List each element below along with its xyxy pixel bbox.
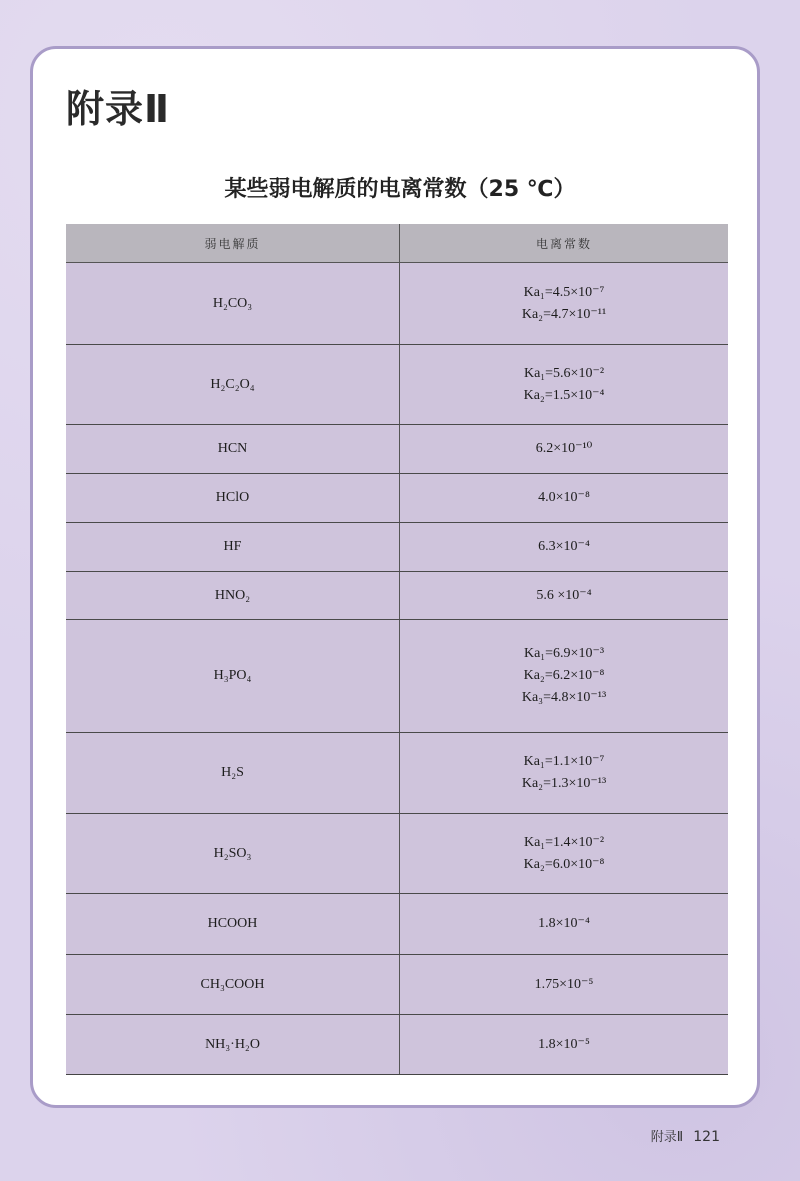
constant-value: Ka₁=5.6×10⁻² [523, 365, 605, 381]
page-footer [651, 1126, 720, 1145]
table-title: 某些弱电解质的电离常数（25 ℃） [224, 177, 576, 202]
constant-value: Ka₁=6.9×10⁻³ [523, 646, 605, 661]
table-row [66, 894, 728, 955]
table-row [66, 620, 728, 733]
table-header-row [66, 224, 728, 263]
footer-label: 附录Ⅱ [650, 1130, 684, 1145]
column-header-electrolyte: 弱电解质 [66, 224, 400, 263]
table-row [66, 572, 728, 620]
constant-cell [400, 894, 729, 955]
column-header-constant: 电离常数 [400, 224, 729, 263]
page-number: 121 [693, 1129, 720, 1145]
constant-cell [400, 572, 729, 620]
constant-value: Ka₂=1.5×10⁻⁴ [523, 387, 605, 403]
table-row [66, 1015, 728, 1075]
constant-cell [400, 620, 729, 733]
constant-cell [400, 955, 729, 1015]
constant-cell [400, 814, 729, 894]
electrolyte-cell: HClO [66, 474, 400, 523]
table-row [66, 263, 728, 345]
electrolyte-cell: H₂SO₃ [66, 814, 400, 894]
constant-value: 1.8×10⁻⁴ [538, 916, 590, 931]
constant-cell [400, 474, 729, 523]
table-row [66, 474, 728, 523]
constant-cell [400, 733, 729, 814]
electrolyte-cell: H₂S [66, 733, 400, 814]
constant-value: 6.2×10⁻¹⁰ [535, 441, 593, 456]
table-row [66, 814, 728, 894]
electrolyte-cell: HNO₂ [66, 572, 400, 620]
ionization-constants-table [66, 224, 728, 1075]
constant-value: 1.75×10⁻⁵ [534, 976, 594, 992]
electrolyte-cell: HCN [66, 425, 400, 474]
constant-value: Ka₂=1.3×10⁻¹³ [521, 776, 607, 791]
constant-value: Ka₂=6.2×10⁻⁸ [523, 668, 605, 683]
constant-value: 4.0×10⁻⁸ [538, 490, 590, 505]
table-row [66, 955, 728, 1015]
electrolyte-cell: H₂C₂O₄ [66, 345, 400, 425]
electrolyte-cell: H₃PO₄ [66, 620, 400, 733]
appendix-title: 附录Ⅱ [66, 87, 171, 131]
electrolyte-cell: HCOOH [66, 894, 400, 955]
constant-cell [400, 1015, 729, 1075]
table-row [66, 425, 728, 474]
electrolyte-cell: H₂CO₃ [66, 263, 400, 345]
table-row [66, 733, 728, 814]
table-row [66, 345, 728, 425]
electrolyte-cell: HF [66, 523, 400, 572]
electrolyte-cell: CH₃COOH [66, 955, 400, 1015]
constant-value: Ka₁=1.4×10⁻² [523, 834, 605, 850]
electrolyte-cell: NH₃·H₂O [66, 1015, 400, 1075]
constant-cell [400, 523, 729, 572]
constant-cell [400, 345, 729, 425]
constant-value: 1.8×10⁻⁵ [538, 1036, 590, 1052]
constant-value: 5.6 ×10⁻⁴ [536, 587, 592, 603]
table-row [66, 523, 728, 572]
constant-value: 6.3×10⁻⁴ [538, 539, 590, 554]
constant-value: Ka₂=6.0×10⁻⁸ [523, 856, 605, 872]
constant-value: Ka₃=4.8×10⁻¹³ [521, 690, 607, 705]
constant-value: Ka₂=4.7×10⁻¹¹ [521, 306, 607, 322]
constant-value: Ka₁=4.5×10⁻⁷ [523, 284, 605, 300]
constant-cell [400, 263, 729, 345]
constant-cell [400, 425, 729, 474]
constant-value: Ka₁=1.1×10⁻⁷ [523, 754, 605, 769]
